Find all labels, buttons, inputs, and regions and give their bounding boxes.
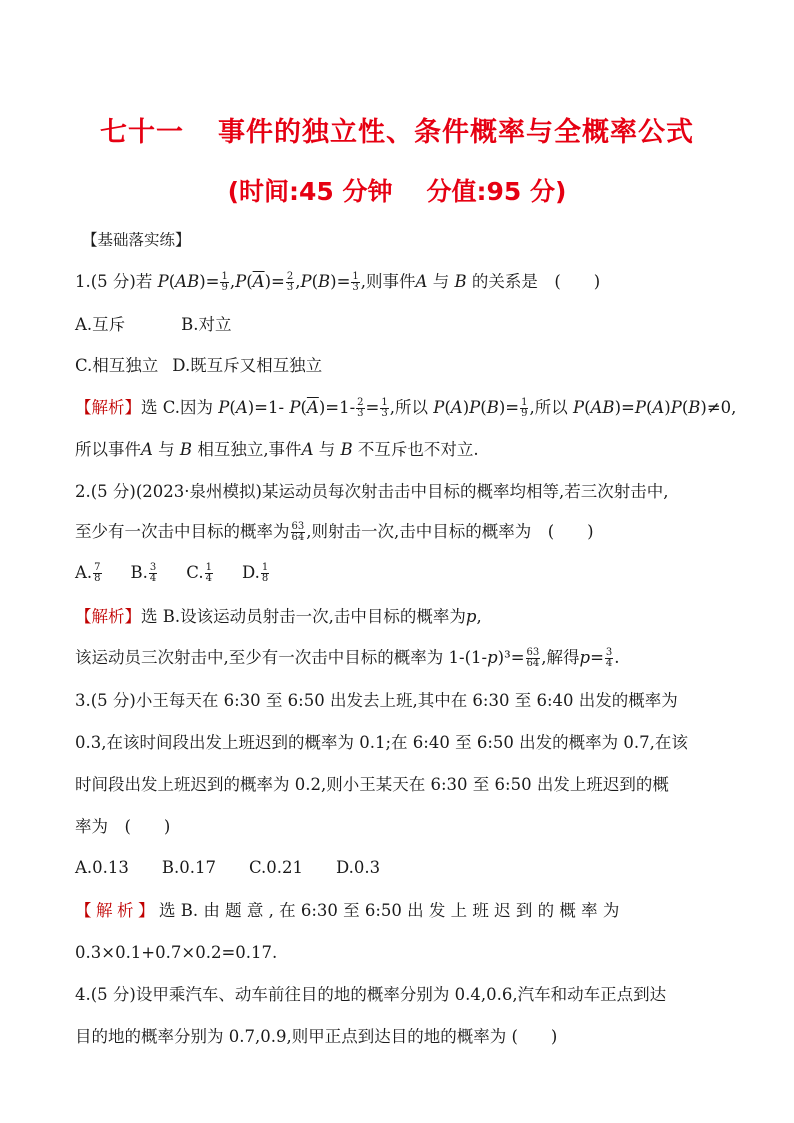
q2-ans-frac-2: $\frac{3}{4}$ [605,647,613,669]
q2-answer-a: 选 B.设该运动员射击一次,击中目标的概率为 [141,607,466,626]
q1-answer-a: 选 C.因为 [141,398,219,417]
question-3-line1: 3.(5 分)小王每天在 6:30 至 6:50 出发去上班,其中在 6:30 至 6:40 出发的概率为 [75,691,678,710]
question-3-answer [75,899,619,923]
q1-ans-frac-1: $\frac{2}{3}$ [357,397,364,419]
q1-frac-3: $\frac{1}{3}$ [352,271,359,293]
page-title [0,110,794,149]
question-3-line2: 0.3,在该时间段出发上班迟到的概率为 0.1;在 6:40 至 6:50 出发的概率为 0.7,在该 [75,733,688,752]
score-value: 分值:95 分) [426,177,567,206]
question-3-options: A.0.13 B.0.17 C.0.21 D.0.3 [75,858,381,877]
question-1-answer: 【解析】选 C.因为 P(A)=1- $P(\overline{A})=1-$ $\frac{2}{3}$ = $\frac{1}{3}$ ,所以 P(A)P(B)= $\frac{1}{9}$ ,所以 P(AB)=P(A)P(B)≠0, [75,397,737,419]
q1-frac-2: $\frac{2}{3}$ [286,271,294,293]
chapter-title: 事件的独立性、条件概率与全概率公式 [218,117,694,148]
q1-frac-1: $\frac{1}{9}$ [221,271,228,293]
question-1-options-ab [75,313,232,337]
question-3-line3: 时间段出发上班迟到的概率为 0.2,则小王某天在 6:30 至 6:50 出发上班迟到的概 [75,775,669,794]
question-1-answer-line2: 所以事件A 与 B 相互独立,事件A 与 B 不互斥也不对立. [75,440,479,459]
q1-option-c: C.相互独立 [75,356,159,375]
q1-option-d: D.既互斥又相互独立 [172,356,323,375]
analysis-tag: 【解析】 [75,607,141,626]
q2-answer-c: )³= [497,648,525,667]
question-3-line4: 率为 ( ) [75,817,171,836]
q1-answer-b: ,所以 [389,398,434,417]
q2-option-c: C. $\frac{1}{4}$ [186,562,212,584]
q2-answer-d: ,解得 [541,648,580,667]
q1-answer-d: 所以事件 [75,440,141,459]
question-2-options [75,561,270,585]
question-4-line2: 目的地的概率分别为 0.7,0.9,则甲正点到达目的地的概率为 ( ) [75,1027,558,1046]
page-subtitle [0,172,794,208]
question-4-line1: 4.(5 分)设甲乘汽车、动车前往目的地的概率分别为 0.4,0.6,汽车和动车正点到达 [75,985,667,1004]
q2-ans-frac-1: $\frac{63}{64}$ [526,647,540,669]
q2-stem-a: 至少有一次击中目标的概率为 [75,522,290,541]
q2-option-d: D. $\frac{1}{8}$ [241,562,269,584]
analysis-tag: 【解析】 [75,398,141,417]
q1-answer-f: 不互斥也不对立. [357,440,479,459]
question-2-line2 [75,520,594,544]
q1-stem-b: ,则事件 [360,272,416,291]
q1-option-a: A.互斥 [75,315,126,334]
q1-ans-frac-2: $\frac{1}{3}$ [381,397,388,419]
analysis-tag: 【解析】 [75,901,159,920]
q2-option-a: A. $\frac{7}{8}$ [75,562,101,584]
question-1-options-cd [75,354,322,378]
q1-stem-a: 1.(5 分)若 [75,272,158,291]
q2-stem-b: ,则射击一次,击中目标的概率为 ( ) [306,522,594,541]
q1-answer-c: ,所以 [529,398,573,417]
chapter-number: 七十一 [100,117,184,148]
question-2-answer-line2: 该运动员三次射击中,至少有一次击中目标的概率为 1-(1-p)³= $\frac{63}{64}$ ,解得p= $\frac{3}{4}$ . [75,647,620,669]
q1-answer-e: 相互独立,事件 [197,440,302,459]
question-2-line1: 2.(5 分)(2023·泉州模拟)某运动员每次射击击中目标的概率均相等,若三次射击中, [75,482,669,501]
question-2-answer: 【解析】选 B.设该运动员射击一次,击中目标的概率为p, [75,607,482,626]
q1-ans-frac-3: $\frac{1}{9}$ [521,397,528,419]
q2-frac: $\frac{63}{64}$ [291,521,305,543]
q3-answer-a: 选 B. 由 题 意 , 在 6:30 至 6:50 出 发 上 班 迟 到 的 概 率 为 [159,901,620,920]
q2-answer-b: 该运动员三次射击中,至少有一次击中目标的概率为 1-(1- [75,648,488,667]
time-limit: (时间:45 分钟 [227,177,393,206]
question-1-stem: 1.(5 分)若 P(AB)= $\frac{1}{9}$ $,P(\overline{A})=$ $\frac{2}{3}$ ,P(B)= $\frac{1}{3}$ ,则事件A 与 B 的关系是 ( ) [75,271,601,293]
section-heading: 【基础落实练】 [82,231,191,249]
q1-option-b: B.对立 [181,315,232,334]
question-3-answer-line2: 0.3×0.1+0.7×0.2=0.17. [75,943,278,962]
q2-option-b: B. $\frac{3}{4}$ [130,562,157,584]
